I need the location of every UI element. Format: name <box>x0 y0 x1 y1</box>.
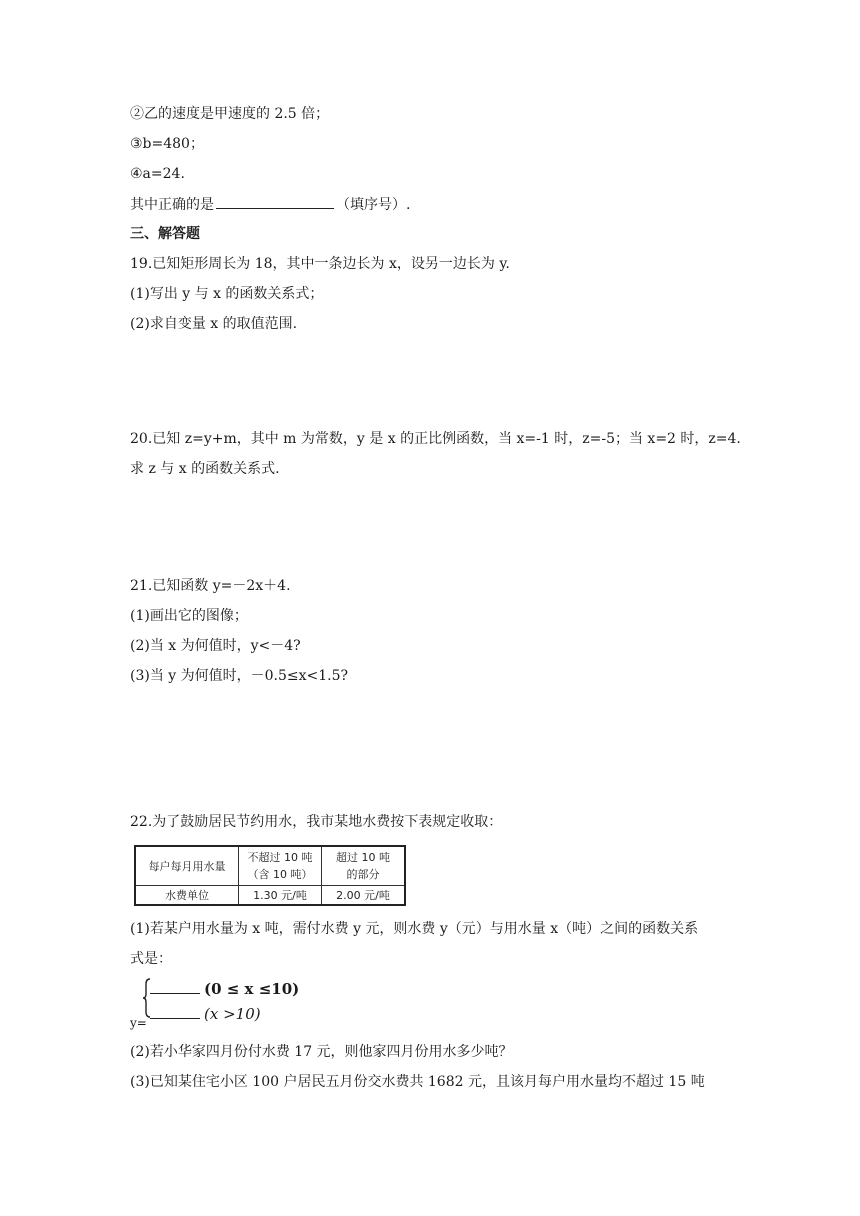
question-22-part-1: (1)若某户用水量为 x 吨，需付水费 y 元，则水费 y（元）与用水量 x（吨）之间的函数关系 <box>130 921 699 937</box>
statement-2: ②乙的速度是甲速度的 2.5 倍； <box>130 106 330 122</box>
question-21-part-3: (3)当 y 为何值时，－0.5≤x<1.5? <box>130 668 349 684</box>
statement-4: ④a=24. <box>130 166 185 182</box>
case-1-condition: (0 ≤ x ≤10) <box>204 980 300 998</box>
answer-prompt-text: 其中正确的是 <box>130 197 214 213</box>
question-21-part-1: (1)画出它的图像； <box>130 608 248 624</box>
section-heading: 三、解答题 <box>130 226 200 242</box>
table-row <box>135 886 405 906</box>
case-2-condition: (x >10) <box>204 1005 261 1023</box>
table-cell: 2.00 元/吨 <box>322 886 406 906</box>
header-line: （含 10 吨） <box>247 868 313 881</box>
table-row <box>135 846 405 886</box>
statement-3: ③b=480； <box>130 136 204 152</box>
header-line: 的部分 <box>346 868 380 881</box>
y-equals-label: y= <box>130 1016 147 1030</box>
question-22-part-1-cont: 式是： <box>130 951 172 967</box>
table-cell: 水费单位 <box>135 886 239 906</box>
question-22-part-3: (3)已知某住宅小区 100 户居民五月份交水费共 1682 元，且该月每户用水量均不超过 15 吨 <box>130 1074 705 1090</box>
case-2-blank[interactable] <box>150 1004 200 1019</box>
question-20: 20.已知 z=y+m，其中 m 为常数，y 是 x 的正比例函数，当 x=-1 时，z=-5；当 x=2 时，z=4. <box>130 431 741 447</box>
question-21-part-2: (2)当 x 为何值时，y<－4? <box>130 638 301 654</box>
table-header-cell <box>239 846 322 886</box>
question-19: 19.已知矩形周长为 18，其中一条边长为 x，设另一边长为 y. <box>130 256 510 272</box>
question-22: 22.为了鼓励居民节约用水，我市某地水费按下表规定收取： <box>130 814 503 830</box>
table-header-cell <box>322 846 406 886</box>
water-fee-table <box>134 845 406 906</box>
table-cell: 1.30 元/吨 <box>239 886 322 906</box>
piecewise-case-1 <box>150 979 299 998</box>
answer-blank[interactable] <box>216 194 334 209</box>
case-1-blank[interactable] <box>150 979 200 994</box>
question-19-part-2: (2)求自变量 x 的取值范围. <box>130 316 298 332</box>
question-21: 21.已知函数 y=－2x＋4. <box>130 578 291 594</box>
piecewise-function <box>130 976 330 1036</box>
piecewise-case-2 <box>150 1004 261 1023</box>
question-20-cont: 求 z 与 x 的函数关系式. <box>130 461 280 477</box>
question-19-part-1: (1)写出 y 与 x 的函数关系式； <box>130 286 324 302</box>
header-line: 不超过 10 吨 <box>247 851 313 864</box>
table-header-cell: 每户每月用水量 <box>135 846 239 886</box>
header-line: 超过 10 吨 <box>336 851 390 864</box>
answer-prompt-suffix: （填序号）. <box>336 197 411 213</box>
question-22-part-2: (2)若小华家四月份付水费 17 元，则他家四月份用水多少吨？ <box>130 1044 513 1060</box>
answer-prompt <box>130 194 410 215</box>
